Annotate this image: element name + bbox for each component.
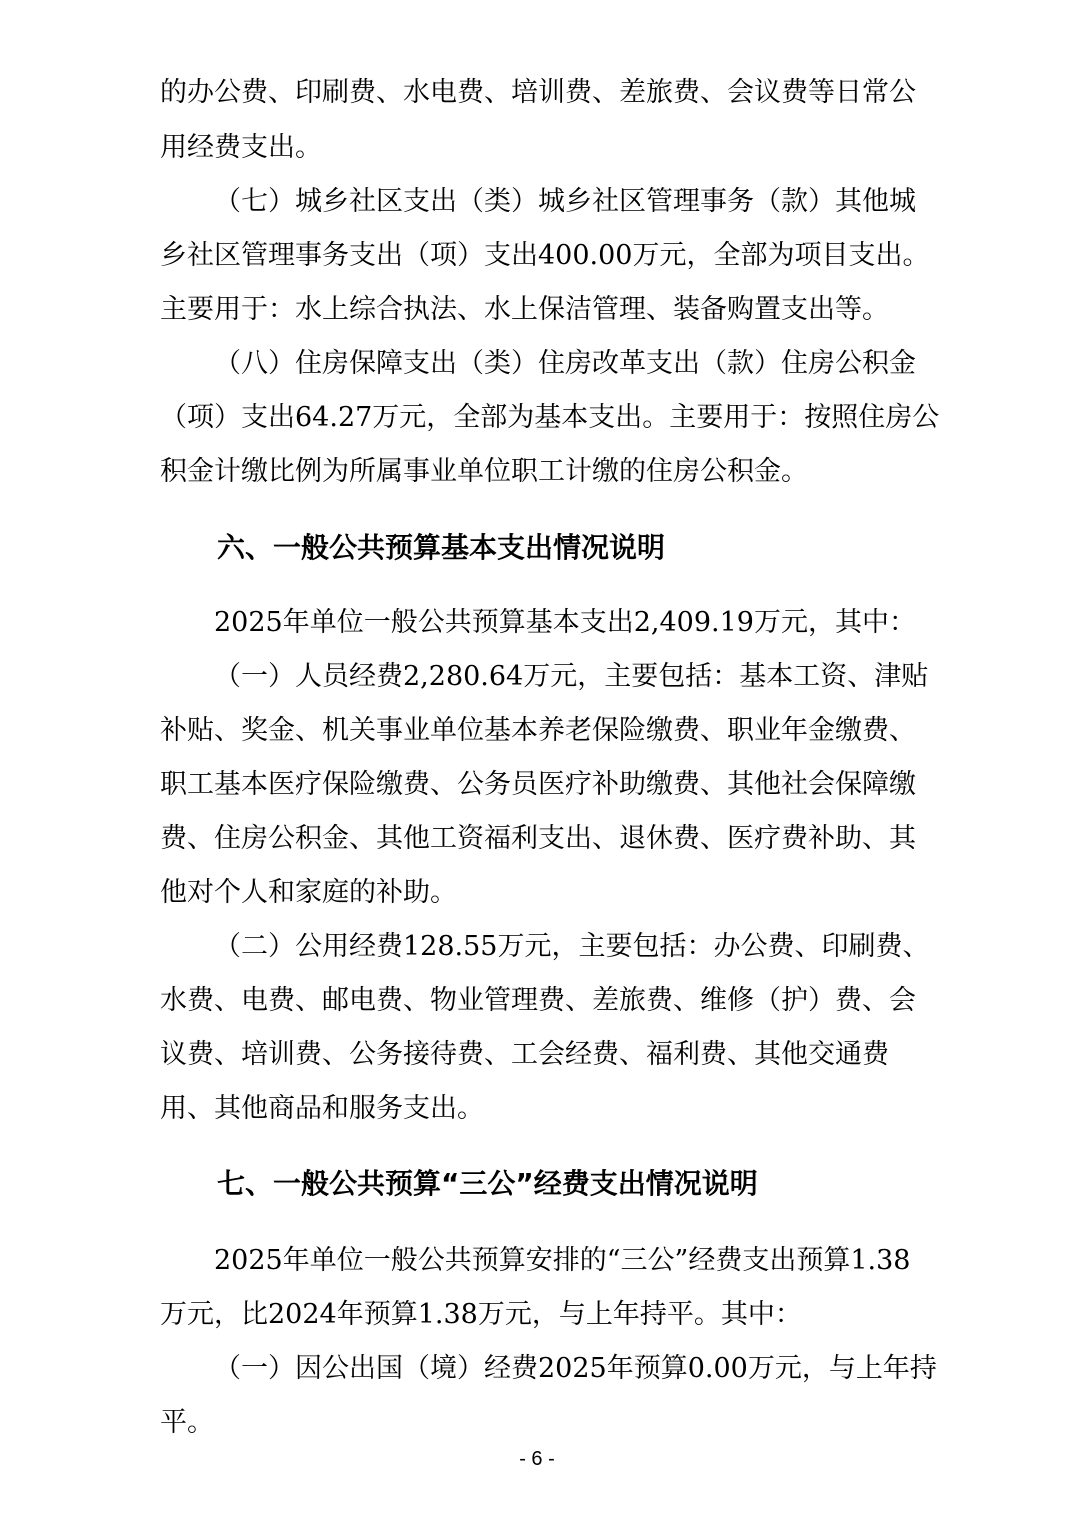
text-line: 用、其他商品和服务支出。 [160,1093,484,1124]
section-heading: 六、一般公共预算基本支出情况说明 [217,531,666,564]
text-line: （一）因公出国（境）经费2025年预算0.00万元，与上年持 [214,1353,937,1384]
page-number: - 6 - [519,1448,555,1470]
section-heading: 七、一般公共预算“三公”经费支出情况说明 [217,1167,758,1200]
text-line: 补贴、奖金、机关事业单位基本养老保险缴费、职业年金缴费、 [160,715,916,746]
text-line: （项）支出64.27万元，全部为基本支出。主要用于：按照住房公 [160,402,940,433]
text-line: 水费、电费、邮电费、物业管理费、差旅费、维修（护）费、会 [160,985,916,1016]
text-line: 积金计缴比例为所属事业单位职工计缴的住房公积金。 [160,456,808,487]
text-line: （八）住房保障支出（类）住房改革支出（款）住房公积金 [214,348,916,379]
text-line: 他对个人和家庭的补助。 [160,877,457,908]
text-line: （七）城乡社区支出（类）城乡社区管理事务（款）其他城 [214,186,916,217]
text-line: 2025年单位一般公共预算基本支出2,409.19万元，其中： [214,607,916,638]
text-line: 平。 [160,1407,214,1438]
text-line: 乡社区管理事务支出（项）支出400.00万元，全部为项目支出。 [160,240,930,271]
text-line: 议费、培训费、公务接待费、工会经费、福利费、其他交通费 [160,1039,889,1070]
text-line: 的办公费、印刷费、水电费、培训费、差旅费、会议费等日常公 [160,77,916,108]
text-line: 职工基本医疗保险缴费、公务员医疗补助缴费、其他社会保障缴 [160,769,916,800]
text-line: 用经费支出。 [160,132,322,163]
text-line: （二）公用经费128.55万元，主要包括：办公费、印刷费、 [214,931,930,962]
text-line: 主要用于：水上综合执法、水上保洁管理、装备购置支出等。 [160,294,889,325]
text-line: 2025年单位一般公共预算安排的“三公”经费支出预算1.38 [214,1245,911,1276]
text-line: 费、住房公积金、其他工资福利支出、退休费、医疗费补助、其 [160,823,916,854]
text-line: （一）人员经费2,280.64万元，主要包括：基本工资、津贴 [214,661,929,692]
text-line: 万元，比2024年预算1.38万元，与上年持平。其中： [160,1299,802,1330]
